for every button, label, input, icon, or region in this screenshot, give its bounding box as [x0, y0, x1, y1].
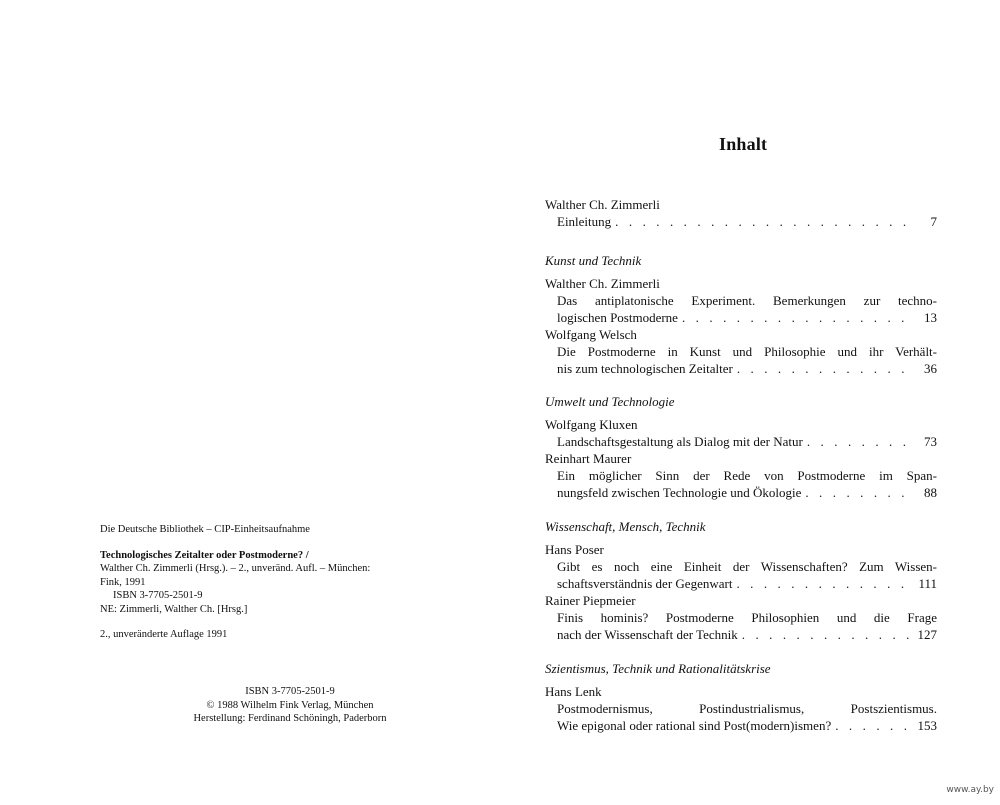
toc-author: Rainer Piepmeier: [545, 593, 636, 608]
toc-entry: [545, 309, 937, 326]
toc-entry-line: Postmodernismus, Postindustrialismus, Postszientismus.: [557, 701, 937, 716]
toc-section-kunst: [545, 252, 937, 377]
toc-intro: [545, 196, 937, 230]
toc-entry-title: nis zum technologischen Zeitalter: [557, 361, 733, 376]
toc-entry-line: Gibt es noch eine Einheit der Wissenschaften? Zum Wissen-: [557, 559, 937, 574]
imprint-isbn: ISBN 3-7705-2501-9: [245, 686, 335, 697]
toc-author: Walther Ch. Zimmerli: [545, 197, 660, 212]
toc-page-number: 111: [918, 576, 937, 591]
toc-entry: [545, 717, 937, 734]
toc-entry-title: Wie epigonal oder rational sind Post(modern)ismen?: [557, 718, 832, 733]
toc-entry-title: Landschaftsgestaltung als Dialog mit der Natur: [557, 434, 803, 449]
cip-isbn: ISBN 3-7705-2501-9: [113, 590, 203, 601]
toc-section-szientismus: [545, 660, 937, 734]
toc-entry: [545, 626, 937, 643]
toc-page-number: 153: [917, 718, 937, 733]
toc-entry: [545, 213, 937, 230]
toc-entry-title: nungsfeld zwischen Technologie und Ökologie: [557, 485, 802, 500]
watermark: www.ay.by: [946, 785, 994, 795]
leader-dots: [615, 213, 909, 230]
toc-entry: [545, 433, 937, 450]
leader-dots: [736, 575, 909, 592]
toc-entry-title: Einleitung: [557, 214, 612, 229]
toc-author: Hans Lenk: [545, 684, 602, 699]
imprint: [100, 685, 480, 726]
toc-entry-title: logischen Postmoderne: [557, 310, 678, 325]
toc-entry-title: schaftsverständnis der Gegenwart: [557, 576, 733, 591]
toc-entry-line: Ein möglicher Sinn der Rede von Postmoderne im Span-: [557, 468, 937, 483]
toc-entry-title: nach der Wissenschaft der Technik: [557, 627, 738, 642]
toc-title: Inhalt: [719, 134, 768, 154]
imprint-copyright: © 1988 Wilhelm Fink Verlag, München: [206, 699, 374, 711]
toc-entry-line: Die Postmoderne in Kunst und Philosophie und ihr Verhält-: [557, 344, 937, 359]
toc-entry-line: Das antiplatonische Experiment. Bemerkungen zur techno-: [557, 293, 937, 308]
leader-dots: [742, 626, 909, 643]
leader-dots: [807, 433, 909, 450]
toc-page-number: 36: [924, 361, 937, 376]
toc-entry: [545, 360, 937, 377]
cip-edition: 2., unveränderte Auflage 1991: [100, 629, 228, 640]
leader-dots: [835, 717, 909, 734]
leader-dots: [805, 484, 909, 501]
toc-section-heading: Wissenschaft, Mensch, Technik: [545, 519, 706, 534]
toc-author: Hans Poser: [545, 542, 604, 557]
toc-author: Walther Ch. Zimmerli: [545, 276, 660, 291]
cip-publisher-line: Fink, 1991: [100, 576, 146, 588]
toc-section-umwelt: [545, 393, 937, 501]
toc-author: Wolfgang Kluxen: [545, 417, 638, 432]
toc-page-number: 88: [924, 485, 937, 500]
cip-header: Die Deutsche Bibliothek – CIP-Einheitsaufnahme: [100, 524, 310, 535]
toc-page-number: 13: [924, 310, 937, 325]
toc-entry-line: Finis hominis? Postmoderne Philosophien und die Frage: [557, 610, 937, 625]
toc-section-heading: Szientismus, Technik und Rationalitätskrise: [545, 661, 771, 676]
leader-dots: [682, 309, 909, 326]
toc-page-number: 127: [917, 627, 937, 642]
cip-record: [100, 523, 430, 642]
toc-author: Reinhart Maurer: [545, 451, 632, 466]
toc-author: Wolfgang Welsch: [545, 327, 637, 342]
cip-editor-line: Walther Ch. Zimmerli (Hrsg.). – 2., unveränd. Aufl. – München:: [100, 563, 371, 574]
toc-entry: [545, 484, 937, 501]
leader-dots: [737, 360, 909, 377]
toc-page-number: 7: [930, 214, 937, 229]
toc-section-heading: Kunst und Technik: [545, 253, 642, 268]
toc-section-heading: Umwelt und Technologie: [545, 394, 675, 409]
toc-section-wissenschaft: [545, 518, 937, 643]
imprint-production: Herstellung: Ferdinand Schöningh, Paderborn: [193, 713, 387, 724]
toc-entry: [545, 575, 937, 592]
cip-title: Technologisches Zeitalter oder Postmoderne? /: [100, 549, 309, 561]
cip-ne: NE: Zimmerli, Walther Ch. [Hrsg.]: [100, 603, 248, 615]
toc-page-number: 73: [924, 434, 937, 449]
